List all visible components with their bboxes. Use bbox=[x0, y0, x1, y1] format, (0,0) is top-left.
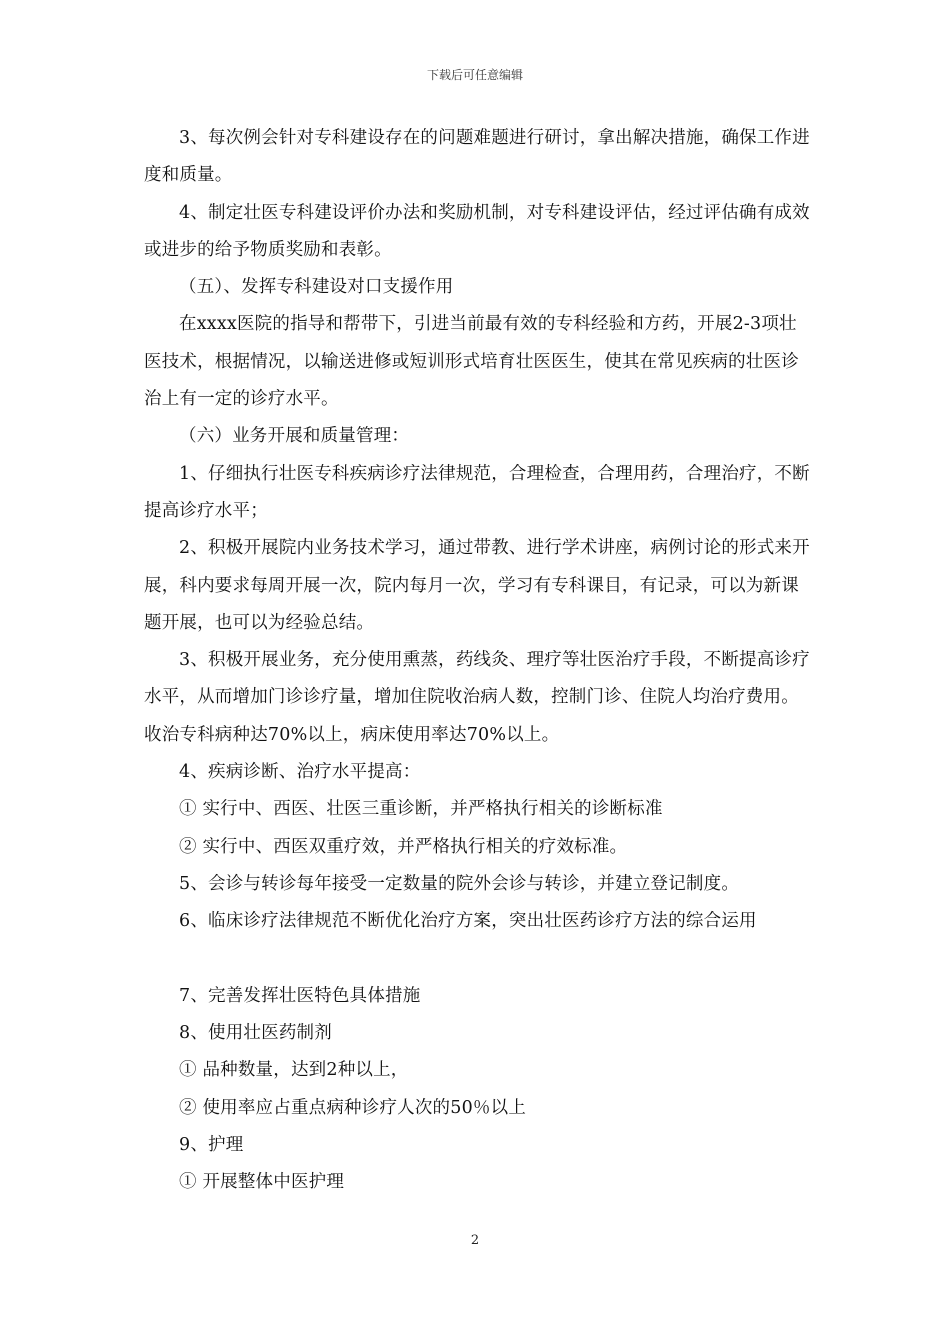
sub-item-efficacy: ② 实行中、西医双重疗效，并严格执行相关的疗效标准。 bbox=[179, 836, 628, 857]
paragraph-support: 在xxxx医院的指导和帮带下，引进当前最有效的专科经验和方药，开展2-3项壮医技术，根据情况，以输送进修或短训形式培育壮医医生，使其在常见疾病的壮医诊治上有一定的诊疗水平。 bbox=[144, 314, 799, 410]
sub-item-diagnosis: ① 实行中、西医、壮医三重诊断，并严格执行相关的诊断标准 bbox=[179, 799, 663, 820]
blank-line bbox=[144, 941, 812, 978]
paragraph-item-6: 6、临床诊疗法律规范不断优化治疗方案，突出壮医药诊疗方法的综合运用 bbox=[179, 911, 757, 932]
paragraph-item-3b: 3、积极开展业务，充分使用熏蒸，药线灸、理疗等壮医治疗手段，不断提高诊疗水平，从而增加门诊诊疗量，增加住院收治病人数，控制门诊、住院人均治疗费用。收治专科病种达70%以上，病床使用率达70%以上。 bbox=[144, 650, 810, 745]
paragraph-item-1: 1、仔细执行壮医专科疾病诊疗法律规范，合理检查，合理用药，合理治疗，不断提高诊疗水平； bbox=[144, 463, 810, 521]
paragraph-item-4b: 4、疾病诊断、治疗水平提高： bbox=[179, 762, 421, 783]
paragraph-item-2: 2、积极开展院内业务技术学习，通过带教、进行学术讲座，病例讨论的形式来开展，科内要求每周开展一次，院内每月一次，学习有专科课目，有记录，可以为新课题开展，也可以为经验总结。 bbox=[144, 538, 810, 633]
document-body bbox=[144, 120, 812, 1202]
section-heading-6: （六）业务开展和质量管理： bbox=[179, 426, 410, 447]
paragraph-item-8: 8、使用壮医药制剂 bbox=[179, 1023, 332, 1044]
sub-item-nursing: ① 开展整体中医护理 bbox=[179, 1172, 345, 1193]
paragraph-item-4: 4、制定壮医专科建设评价办法和奖励机制，对专科建设评估，经过评估确有成效或进步的给予物质奖励和表彰。 bbox=[144, 202, 810, 260]
sub-item-usage-rate: ② 使用率应占重点病种诊疗人次的50％以上 bbox=[179, 1097, 527, 1118]
paragraph-item-7: 7、完善发挥壮医特色具体措施 bbox=[179, 985, 421, 1006]
paragraph-item-9: 9、护理 bbox=[179, 1135, 244, 1156]
paragraph-item-5: 5、会诊与转诊每年接受一定数量的院外会诊与转诊，并建立登记制度。 bbox=[179, 873, 740, 894]
sub-item-variety: ① 品种数量，达到2种以上， bbox=[179, 1060, 409, 1081]
page-header: 下载后可任意编辑 bbox=[426, 68, 523, 82]
page-number: 2 bbox=[470, 1233, 480, 1248]
section-heading-5: （五）、发挥专科建设对口支援作用 bbox=[179, 277, 454, 298]
paragraph-item-3: 3、每次例会针对专科建设存在的问题难题进行研讨，拿出解决措施，确保工作进度和质量。 bbox=[144, 128, 810, 186]
